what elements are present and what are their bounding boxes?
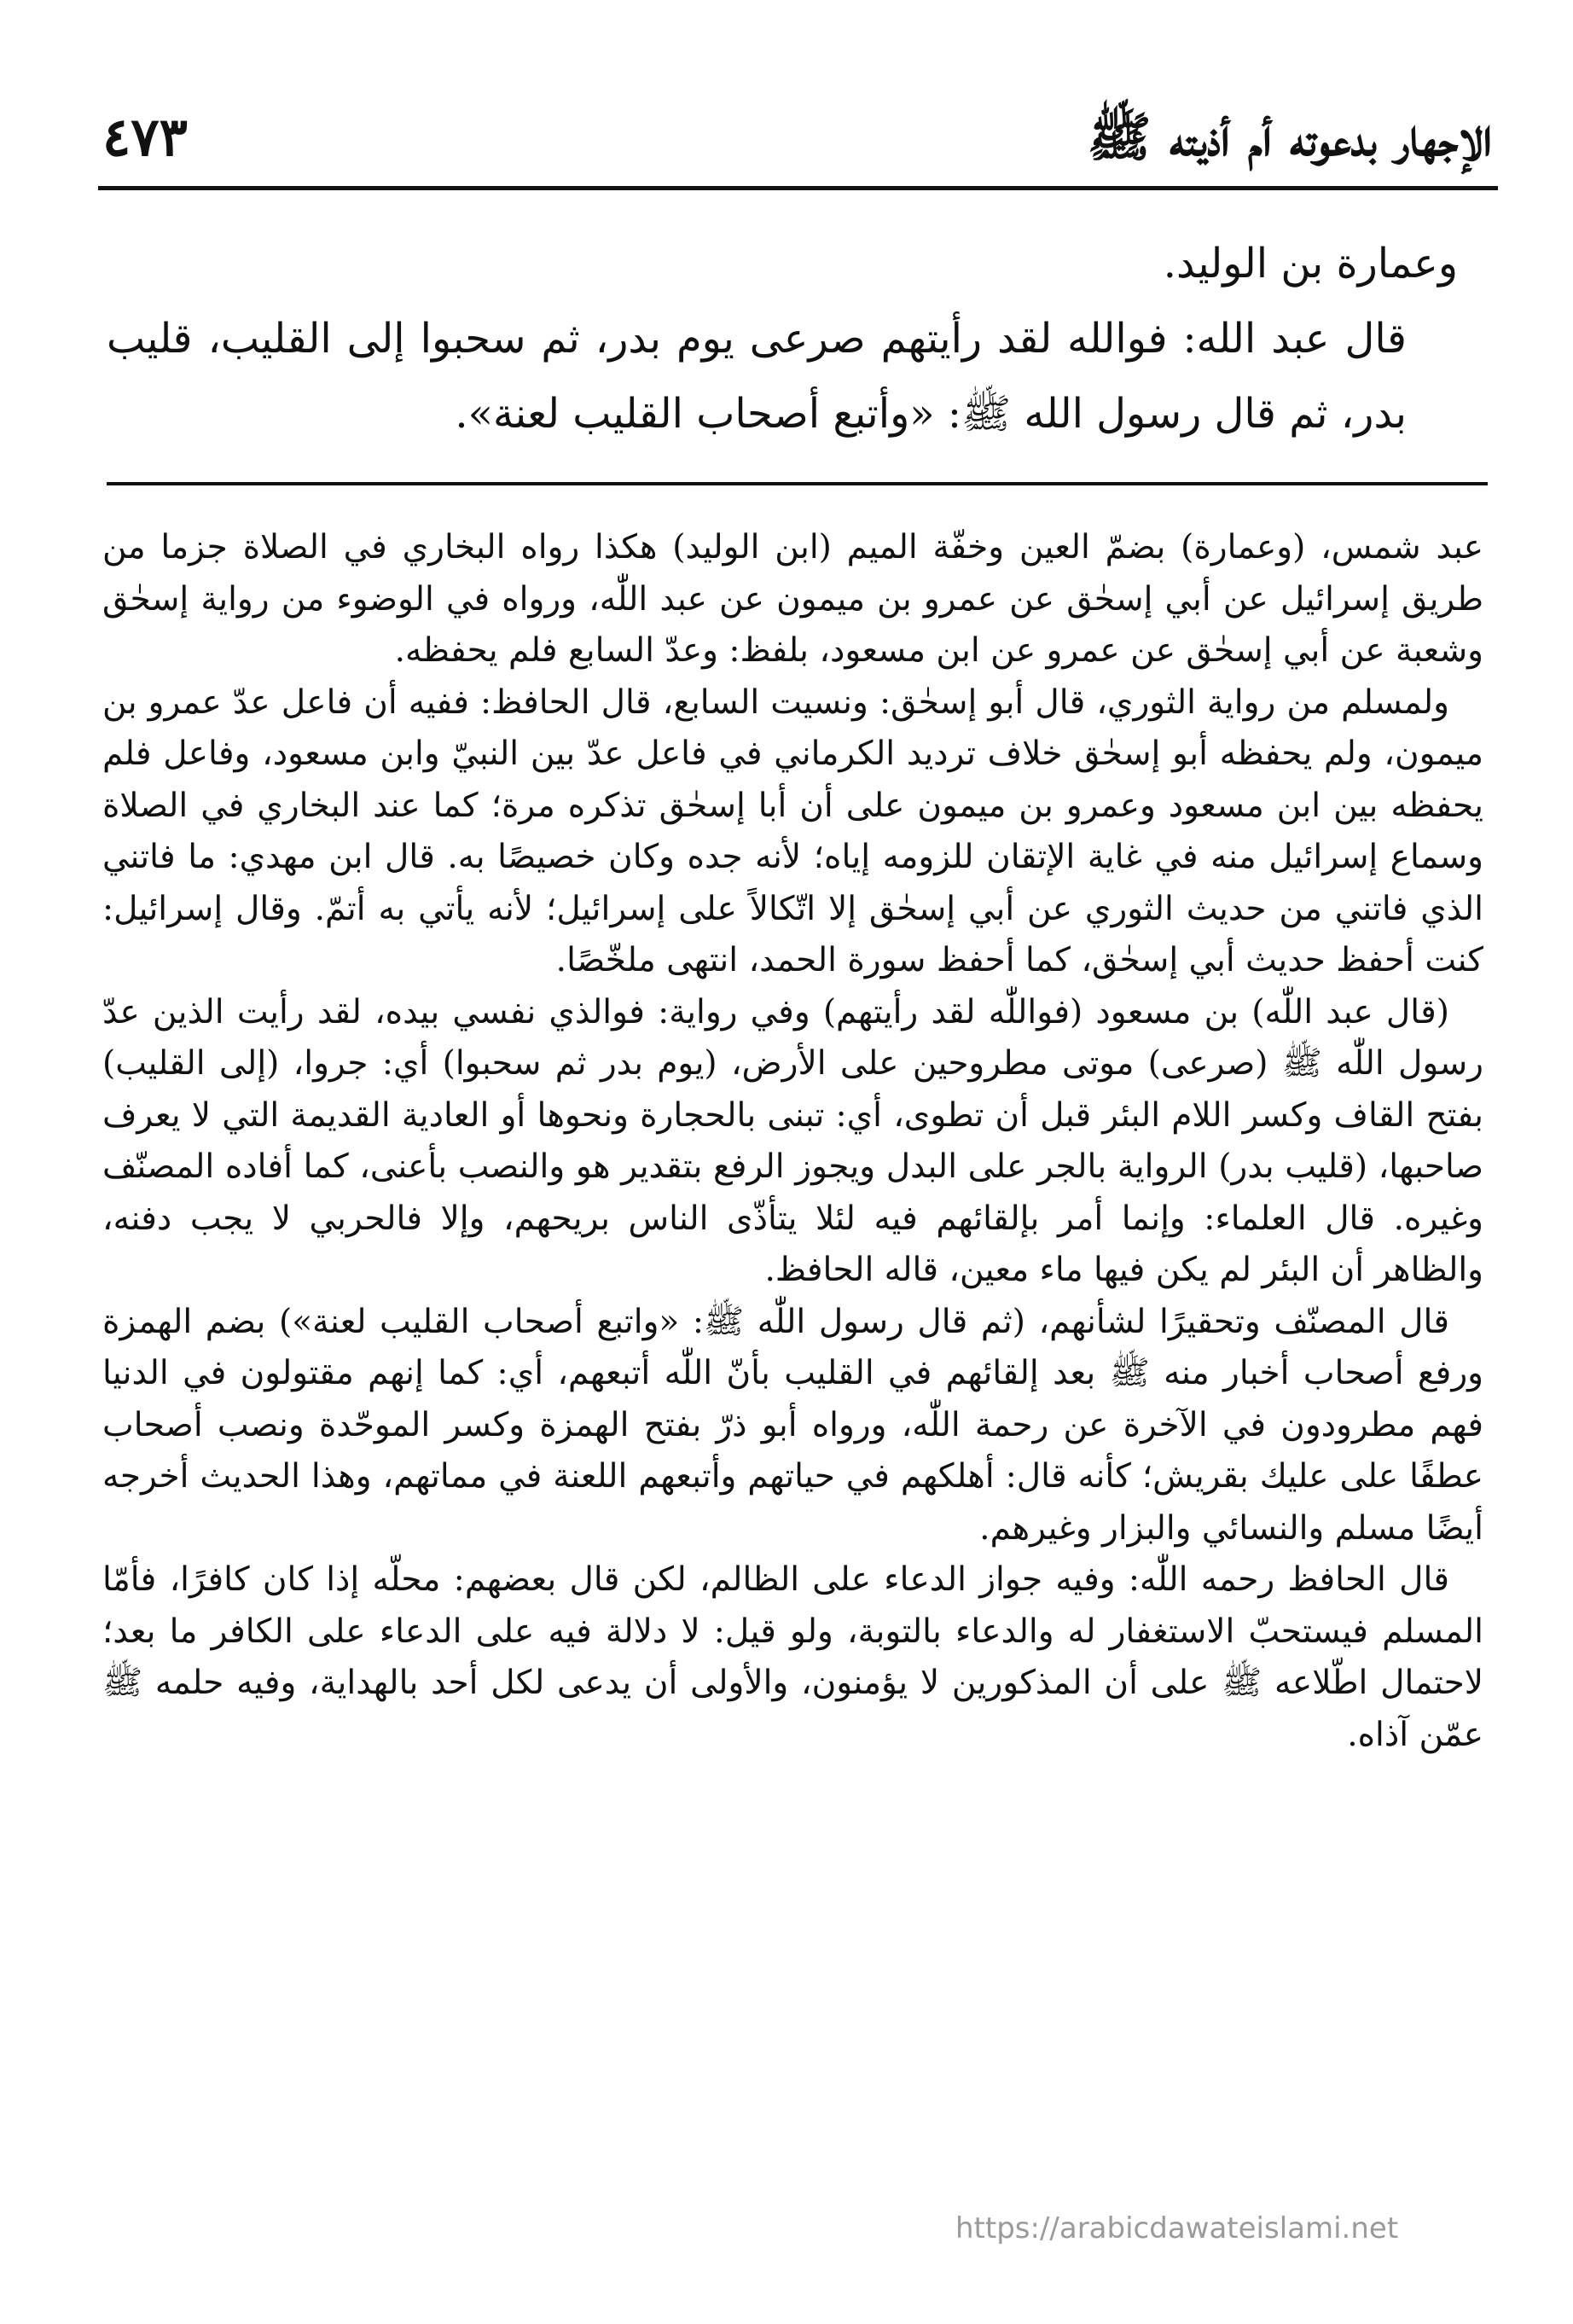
running-title: الإجهار بدعوته أم أذيته ﷺ xyxy=(1087,106,1492,168)
page-number: ٤٧٣ xyxy=(102,106,188,168)
commentary-paragraph: قال الحافظ رحمه اللّٰه: وفيه جواز الدعاء على الظالم، لكن قال بعضهم: محلّه إذا كان كافرًا، فأمّا المسلم فيستحبّ الاستغفار له والدعاء بالتوبة، ولو قيل: لا دلالة فيه على الدعاء على الكافر ما بعد؛ لاحتمال اطّلاعه ﷺ على أن المذكورين لا يؤمنون، والأولى أن يدعى لكل أحد بالهداية، وفيه حلمه ﷺ عمّن آذاه. xyxy=(102,1560,1483,1754)
hadith-line: قال عبد الله: فوالله لقد رأيتهم صرعى يوم بدر، ثم سحبوا إلى القليب، قليب بدر، ثم قال رسول الله ﷺ: «وأتبع أصحاب القليب لعنة». xyxy=(107,315,1407,438)
commentary-text xyxy=(102,522,1483,1761)
commentary-paragraph: (قال عبد اللّٰه) بن مسعود (فواللّٰه لقد رأيتهم) وفي رواية: فوالذي نفسي بيده، لقد رأيت الذين عدّ رسول اللّٰه ﷺ (صرعى) موتى مطروحين على الأرض، (يوم بدر ثم سحبوا) أي: جروا، (إلى القليب) بفتح القاف وكسر اللام البئر قبل أن تطوى، أي: تبنى بالحجارة ونحوها أو العادية القديمة التي لا يعرف صاحبها، (قليب بدر) الرواية بالجر على البدل ويجوز الرفع بتقدير هو والنصب بأعنى، كما أفاده المصنّف وغيره. قال العلماء: وإنما أمر بإلقائهم فيه لئلا يتأذّى الناس بريحهم، وإلا فالحربي لا يجب دفنه، والظاهر أن البئر لم يكن فيها ماء معين، قاله الحافظ. xyxy=(102,992,1483,1289)
header-divider xyxy=(98,186,1498,190)
page-header xyxy=(102,101,1492,195)
commentary-divider xyxy=(107,482,1488,485)
watermark-url: https://arabicdawateislami.net xyxy=(955,2211,1399,2246)
commentary-paragraph: ولمسلم من رواية الثوري، قال أبو إسحٰق: ونسيت السابع، قال الحافظ: ففيه أن فاعل عدّ عمرو بن ميمون، ولم يحفظه أبو إسحٰق خلاف ترديد الكرماني في فاعل عدّ بين النبيّ وابن مسعود، وفاعل فلم يحفظه بين ابن مسعود وعمرو بن ميمون على أن أبا إسحٰق تذكره مرة؛ كما عند البخاري في الصلاة وسماع إسرائيل منه في غاية الإتقان للزومه إياه؛ لأنه جده وكان خصيصًا به. قال ابن مهدي: ما فاتني الذي فاتني من حديث الثوري عن أبي إسحٰق إلا اتّكالاً على إسرائيل؛ لأنه يأتي به أتمّ. وقال إسرائيل: كنت أحفظ حديث أبي إسحٰق، كما أحفظ سورة الحمد، انتهى ملخّصًا. xyxy=(102,683,1483,979)
hadith-line: وعمارة بن الوليد. xyxy=(1163,240,1458,288)
commentary-paragraph: عبد شمس، (وعمارة) بضمّ العين وخفّة الميم (ابن الوليد) هكذا رواه البخاري في الصلاة جزما من طريق إسرائيل عن أبي إسحٰق عن عمرو بن ميمون عن عبد اللّٰه، ورواه في الوضوء من رواية إسحٰق وشعبة عن أبي إسحٰق عن عمرو عن ابن مسعود، بلفظ: وعدّ السابع فلم يحفظه. xyxy=(102,528,1483,670)
hadith-text xyxy=(107,226,1458,451)
commentary-paragraph: قال المصنّف وتحقيرًا لشأنهم، (ثم قال رسول اللّٰه ﷺ: «واتبع أصحاب القليب لعنة») بضم الهمزة ورفع أصحاب أخبار منه ﷺ بعد إلقائهم في القليب بأنّ اللّٰه أتبعهم، أي: كما إنهم مقتولون في الدنيا فهم مطرودون في الآخرة عن رحمة اللّٰه، ورواه أبو ذرّ بفتح الهمزة وكسر الموحّدة ونصب أصحاب عطفًا على عليك بقريش؛ كأنه قال: أهلكهم في حياتهم وأتبعهم اللعنة في مماتهم، وهذا الحديث أخرجه أيضًا مسلم والنسائي والبزار وغيرهم. xyxy=(102,1302,1483,1548)
